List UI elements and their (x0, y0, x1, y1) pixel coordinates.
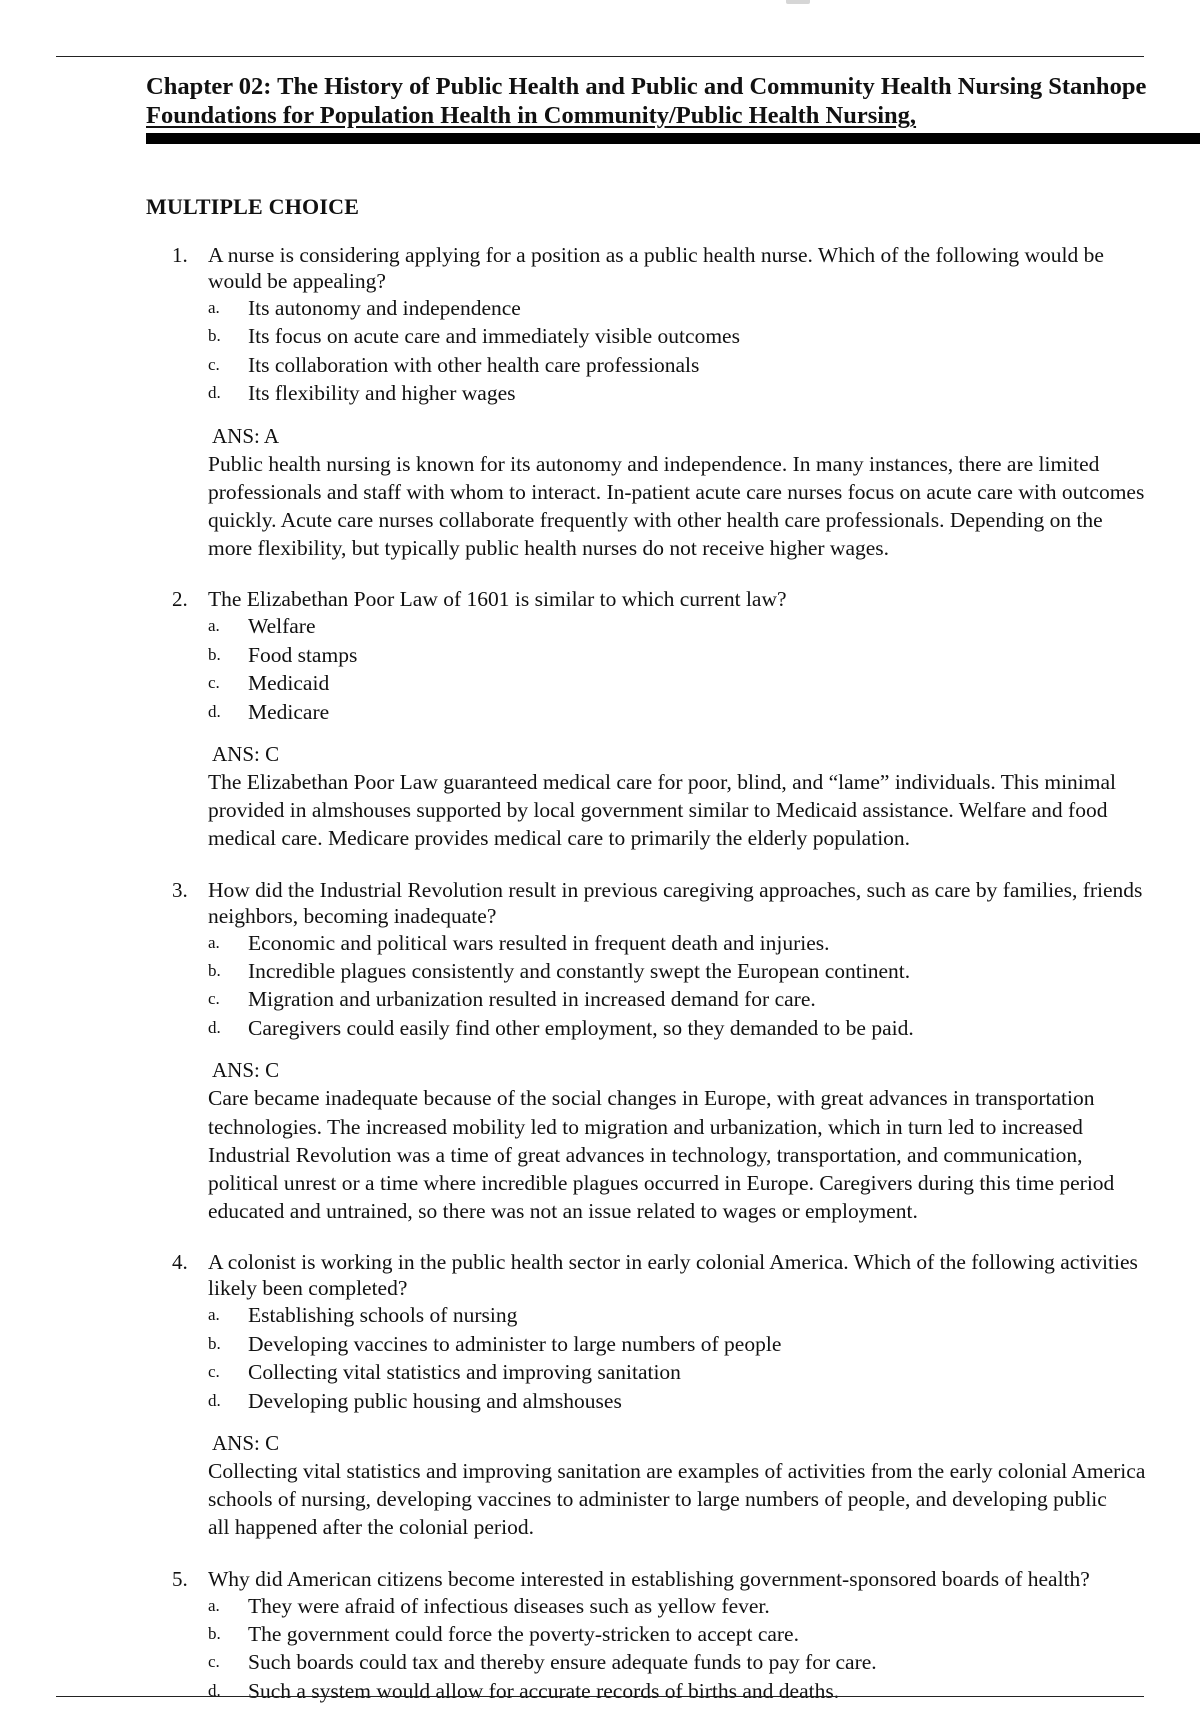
option-text: Food stamps (248, 642, 358, 667)
answer-option (208, 1014, 1200, 1042)
question-number: 3. (172, 877, 188, 902)
scrollbar-thumb[interactable] (786, 0, 810, 4)
question-list (146, 242, 1200, 1705)
answer-option (208, 1648, 1200, 1676)
rationale-line: professionals and staff with whom to interact. In-patient acute care nurses focus on acute care with outcomes (208, 479, 1145, 504)
answer-key: ANS: C (212, 742, 280, 767)
option-text: The government could force the poverty-stricken to accept care. (248, 1621, 799, 1646)
option-letter: d. (208, 383, 221, 403)
option-letter: b. (208, 1623, 221, 1643)
option-letter: c. (208, 1362, 220, 1382)
question-text: A nurse is considering applying for a position as a public health nurse. Which of the following would be (208, 243, 1104, 267)
option-text: Its collaboration with other health care professionals (248, 352, 700, 377)
question-text: How did the Industrial Revolution result in previous caregiving approaches, such as care by families, friends (208, 877, 1143, 902)
option-text: They were afraid of infectious diseases such as yellow fever. (248, 1593, 770, 1618)
answer-option (208, 641, 1200, 669)
title-divider (146, 133, 1200, 144)
question-text: likely been completed? (208, 1276, 408, 1301)
question-item (146, 586, 1200, 852)
rationale-line: provided in almshouses supported by local government similar to Medicaid assistance. Welfare and food (208, 798, 1108, 823)
footer-rule (56, 1696, 1144, 1697)
option-letter: c. (208, 1652, 220, 1672)
option-letter: c. (208, 673, 220, 693)
answer-key: ANS: C (212, 1058, 280, 1083)
rationale-line: technologies. The increased mobility led to migration and urbanization, which in turn led to increased (208, 1114, 1083, 1139)
option-letter: a. (208, 616, 220, 636)
rationale-line: more flexibility, but typically public health nurses do not receive higher wages. (208, 536, 890, 561)
answer-key: ANS: C (212, 1430, 280, 1455)
option-letter: a. (208, 298, 220, 317)
option-letter: d. (208, 701, 221, 721)
header-rule (56, 56, 1144, 57)
answer-option (208, 1330, 1200, 1358)
answer-option (208, 1620, 1200, 1648)
rationale (208, 450, 1200, 563)
option-letter: c. (208, 354, 220, 374)
option-letter: b. (208, 326, 221, 346)
answer-option (208, 322, 1200, 350)
rationale-line: The Elizabethan Poor Law guaranteed medical care for poor, blind, and “lame” individuals. This minimal (208, 770, 1117, 795)
rationale-line: Public health nursing is known for its autonomy and independence. In many instances, there are limited (208, 451, 1100, 476)
option-text: Its autonomy and independence (248, 296, 521, 320)
answer-option (208, 294, 1200, 322)
question-text: The Elizabethan Poor Law of 1601 is similar to which current law? (208, 587, 787, 612)
answer-option (208, 957, 1200, 985)
answer-option (208, 1592, 1200, 1620)
answer-option (208, 1301, 1200, 1329)
answer-options (208, 1592, 1200, 1706)
option-text: Incredible plagues consistently and constantly swept the European continent. (248, 959, 911, 984)
option-letter: a. (208, 1305, 220, 1325)
answer-option (208, 1677, 1200, 1705)
question-number: 5. (172, 1566, 188, 1591)
option-text: Developing public housing and almshouses (248, 1388, 622, 1413)
answer-option (208, 985, 1200, 1013)
rationale-line: Industrial Revolution was a time of great advances in technology, transportation, and communication, (208, 1142, 1083, 1167)
option-letter: d. (208, 1017, 221, 1037)
option-letter: a. (208, 1595, 220, 1615)
chapter-title-line2: Foundations for Population Health in Community/Public Health Nursing, (146, 102, 917, 129)
rationale-line: Collecting vital statistics and improving sanitation are examples of activities from the early colonial America (208, 1458, 1146, 1483)
question-text: Why did American citizens become interested in establishing government-sponsored boards of health? (208, 1566, 1090, 1591)
option-letter: b. (208, 1333, 221, 1353)
answer-key: ANS: A (212, 423, 280, 448)
chapter-title-line1: Chapter 02: The History of Public Health and Public and Community Health Nursing Stanhope (146, 73, 1147, 100)
option-text: Developing vaccines to administer to large numbers of people (248, 1331, 782, 1356)
rationale-line: political unrest or a time where incredible plagues occurred in Europe. Caregivers during this time period (208, 1170, 1115, 1195)
option-text: Its flexibility and higher wages (248, 381, 516, 406)
question-item (146, 242, 1200, 562)
answer-option (208, 612, 1200, 640)
question-text: neighbors, becoming inadequate? (208, 903, 497, 928)
document-page (146, 72, 1200, 1729)
option-text: Migration and urbanization resulted in increased demand for care. (248, 987, 816, 1012)
rationale-line: all happened after the colonial period. (208, 1515, 534, 1540)
question-text: would be appealing? (208, 269, 386, 293)
option-text: Collecting vital statistics and improving sanitation (248, 1360, 681, 1385)
answer-option (208, 669, 1200, 697)
option-text: Its focus on acute care and immediately visible outcomes (248, 324, 740, 349)
section-heading: MULTIPLE CHOICE (146, 194, 360, 219)
question-item (146, 877, 1200, 1226)
option-letter: d. (208, 1680, 221, 1700)
answer-options (208, 612, 1200, 726)
option-letter: d. (208, 1390, 221, 1410)
option-letter: b. (208, 644, 221, 664)
answer-option (208, 698, 1200, 726)
option-text: Such a system would allow for accurate records of births and deaths. (248, 1678, 840, 1703)
option-text: Welfare (248, 614, 316, 639)
option-text: Economic and political wars resulted in frequent death and injuries. (248, 930, 830, 955)
rationale-line: Care became inadequate because of the social changes in Europe, with great advances in transportation (208, 1086, 1095, 1111)
rationale (208, 1084, 1200, 1225)
option-text: Medicaid (248, 671, 330, 696)
answer-options (208, 1301, 1200, 1415)
answer-options (208, 294, 1200, 408)
question-number: 4. (172, 1250, 188, 1275)
option-letter: a. (208, 932, 220, 952)
question-number: 1. (172, 243, 188, 267)
answer-option (208, 1387, 1200, 1415)
answer-option (208, 929, 1200, 957)
rationale-line: schools of nursing, developing vaccines to administer to large numbers of people, and developing public (208, 1487, 1107, 1512)
option-text: Establishing schools of nursing (248, 1303, 518, 1328)
rationale-line: educated and untrained, so there was not an issue related to wages or employment. (208, 1199, 918, 1224)
answer-option (208, 351, 1200, 379)
option-text: Medicare (248, 699, 330, 724)
chapter-title (146, 72, 1200, 130)
option-letter: c. (208, 989, 220, 1009)
answer-option (208, 1358, 1200, 1386)
question-item (146, 1566, 1200, 1706)
rationale (208, 1457, 1200, 1542)
question-number: 2. (172, 587, 188, 612)
question-item (146, 1249, 1200, 1541)
option-text: Caregivers could easily find other employment, so they demanded to be paid. (248, 1015, 914, 1040)
option-text: Such boards could tax and thereby ensure adequate funds to pay for care. (248, 1650, 877, 1675)
question-text: A colonist is working in the public health sector in early colonial America. Which of the following activities (208, 1250, 1138, 1275)
rationale-line: medical care. Medicare provides medical care to primarily the elderly population. (208, 826, 911, 851)
answer-options (208, 929, 1200, 1043)
answer-option (208, 379, 1200, 407)
rationale (208, 768, 1200, 853)
option-letter: b. (208, 961, 221, 981)
rationale-line: quickly. Acute care nurses collaborate frequently with other health care professionals. Depending on the (208, 508, 1103, 533)
